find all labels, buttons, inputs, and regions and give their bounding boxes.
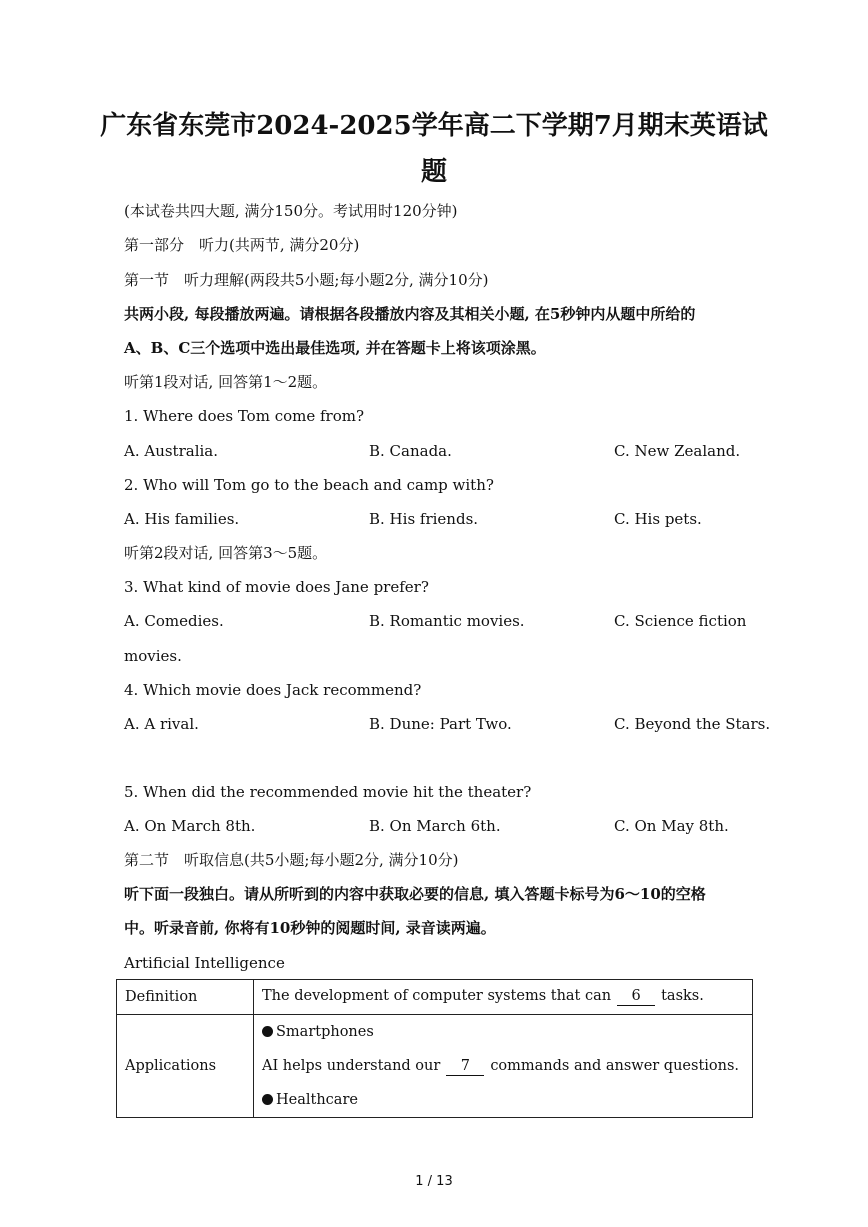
question-4-option-a: A. A rival. — [124, 715, 199, 733]
question-2-option-c: C. His pets. — [614, 510, 702, 528]
app1-text-after: commands and answer questions. — [490, 1058, 740, 1074]
question-2-option-a: A. His families. — [124, 510, 240, 528]
document-title-line1: 广东省东莞市2024-2025学年高二下学期7月期末英语试 — [100, 111, 768, 141]
question-1-option-a: A. Australia. — [124, 442, 219, 460]
table-title: Artificial Intelligence — [124, 954, 285, 972]
question-5-option-a: A. On March 8th. — [124, 817, 256, 835]
applications-cell — [254, 1015, 753, 1118]
section2-heading: 第二节 听取信息(共5小题;每小题2分, 满分10分) — [124, 851, 459, 869]
document-title-line2: 题 — [420, 157, 447, 187]
app2-heading — [262, 1083, 752, 1117]
question-5-option-b: B. On March 6th. — [369, 817, 501, 835]
definition-label: Definition — [117, 980, 254, 1015]
table-row-applications — [117, 1015, 753, 1118]
question-5-stem: 5. When did the recommended movie hit the theater? — [124, 783, 532, 801]
bullet-icon — [262, 1094, 273, 1105]
question-5-option-c: C. On May 8th. — [614, 817, 729, 835]
app1-heading — [262, 1015, 752, 1049]
question-4-stem: 4. Which movie does Jack recommend? — [124, 681, 422, 699]
dialogue2-intro: 听第2段对话, 回答第3～5题。 — [124, 544, 328, 562]
instructions-line2: A、B、C三个选项中选出最佳选项, 并在答题卡上将该项涂黑。 — [124, 339, 546, 357]
table-row-definition — [117, 980, 753, 1015]
question-2-stem: 2. Who will Tom go to the beach and camp with? — [124, 476, 494, 494]
question-4-option-b: B. Dune: Part Two. — [369, 715, 512, 733]
blank-7: 7 — [446, 1059, 484, 1076]
info-table — [116, 979, 753, 1118]
question-2-option-b: B. His friends. — [369, 510, 479, 528]
section2-instructions-line2: 中。听录音前, 你将有10秒钟的阅题时间, 录音读两遍。 — [124, 919, 496, 937]
page-number: 1 / 13 — [415, 1174, 453, 1189]
blank-6: 6 — [617, 989, 655, 1006]
question-4-option-c: C. Beyond the Stars. — [614, 715, 771, 733]
applications-label: Applications — [117, 1015, 254, 1118]
question-1-stem: 1. Where does Tom come from? — [124, 407, 365, 425]
definition-text-after: tasks. — [661, 988, 704, 1005]
dialogue1-intro: 听第1段对话, 回答第1～2题。 — [124, 373, 328, 391]
app1-bullet-label: Smartphones — [276, 1024, 374, 1040]
question-3-stem: 3. What kind of movie does Jane prefer? — [124, 578, 429, 596]
section1-heading: 第一节 听力理解(两段共5小题;每小题2分, 满分10分) — [124, 271, 489, 289]
exam-note: (本试卷共四大题, 满分150分。考试用时120分钟) — [124, 202, 458, 220]
question-1-option-b: B. Canada. — [369, 442, 452, 460]
definition-cell — [254, 980, 753, 1015]
question-3-option-a: A. Comedies. — [124, 612, 224, 630]
question-3-option-c-continued: movies. — [124, 647, 182, 665]
definition-text-before: The development of computer systems that can — [262, 988, 612, 1005]
instructions-line1: 共两小段, 每段播放两遍。请根据各段播放内容及其相关小题, 在5秒钟内从题中所给的 — [124, 305, 696, 323]
app1-description — [262, 1049, 752, 1083]
part1-heading: 第一部分 听力(共两节, 满分20分) — [124, 236, 360, 254]
question-3-option-c: C. Science fiction — [614, 612, 747, 630]
app2-bullet-label: Healthcare — [276, 1092, 358, 1108]
bullet-icon — [262, 1026, 273, 1037]
section2-instructions-line1: 听下面一段独白。请从所听到的内容中获取必要的信息, 填入答题卡标号为6～10的空格 — [124, 885, 706, 903]
question-1-option-c: C. New Zealand. — [614, 442, 741, 460]
question-3-option-b: B. Romantic movies. — [369, 612, 525, 630]
app1-text-before: AI helps understand our — [262, 1058, 441, 1074]
